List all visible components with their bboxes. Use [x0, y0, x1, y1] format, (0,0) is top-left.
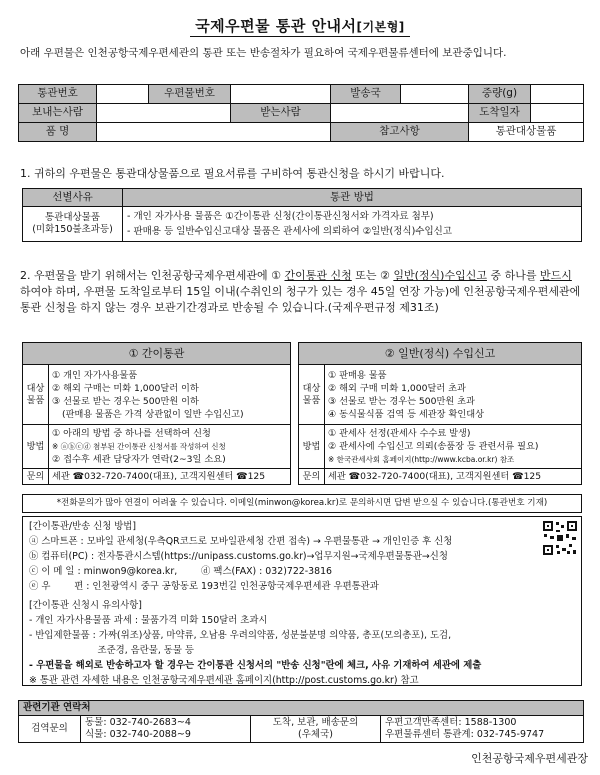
right-targets: [325, 365, 582, 425]
quarantine-label: 검역문의: [19, 716, 81, 743]
left-target-label: [23, 365, 49, 425]
s2-part-g: 하여야 하며, 우편물 도착일로부터 15일 이내(수취인의 청구가 있는 경우 45일 연장 가능)에 인천공항국제우편세관에 통관 신청을 하지 않는 경우 보관기간경과로 반송될 수 있습니다.(국제우편규정 제31조): [20, 285, 581, 314]
page-title: [0, 17, 600, 36]
value-recipient: [331, 104, 469, 123]
left-contact: 세관 ☎032-720-7400(대표), 고객지원센터 ☎125: [49, 469, 291, 485]
method-cell: [123, 207, 582, 242]
value-arrival-date: [531, 104, 584, 123]
caution-1: - 개인 자가사용물품 과세 : 물품가격 미화 150달러 초과시: [29, 615, 268, 626]
s2-part-c: 또는 ②: [351, 269, 394, 282]
method-line-1: - 개인 자가사용 물품은 ①간이통관 신청(간이통관신청서와 가격자료 첨부): [127, 211, 434, 223]
return-instruction: - 우편물을 해외로 반송하고자 할 경우는 간이통관 신청서의 "반송 신청"란에 체크, 사유 기재하여 세관에 제출: [29, 660, 482, 671]
right-target-4: ④ 동식물식품 검역 등 세관장 확인대상: [328, 408, 484, 420]
left-methods: [49, 425, 291, 469]
label-mail-number: 우편물번호: [149, 85, 231, 104]
method-line-2: - 판매용 등 일반수입신고대상 물품은 관세사에 의뢰하여 ②일반(정식)수입신고: [127, 226, 452, 238]
value-sender: [97, 104, 231, 123]
homepage-reference: ※ 통관 관련 자세한 내용은 인천공항국제우편세관 홈페이지(http://post.customs.go.kr) 참고: [29, 675, 419, 686]
label-recipient: 받는사람: [231, 104, 331, 123]
caution-3: 조준경, 음란물, 동물 등: [29, 645, 194, 656]
selection-table: [22, 188, 582, 242]
caution-2: - 반입제한물품 : 가짜(위조)상품, 마약류, 오남용 우려의약품, 성분불분명 의약품, 총포(모의총포), 도검,: [29, 630, 452, 641]
clearance-comparison-table: [22, 342, 582, 485]
value-mail-number: [231, 85, 331, 104]
s2-part-a: 2. 우편물을 받기 위해서는 인천공항국제우편세관에 ①: [20, 269, 285, 282]
right-target-label-1: 대상: [302, 383, 321, 394]
value-weight: [531, 85, 584, 104]
left-method-2: ※ ⓐⓑⓒⓓ 첨부된 간이통관 신청서를 작성하여 신청: [52, 442, 226, 451]
value-origin-country: [401, 85, 469, 104]
right-method-1: ① 관세사 선정(관세사 수수료 발생): [328, 428, 471, 439]
value-remarks: 통관대상물품: [469, 123, 584, 142]
related-agencies-table: [18, 700, 584, 743]
left-target-4: (판매용 물품은 가격 상관없이 일반 수입신고): [62, 408, 244, 420]
right-target-label-2: 물품: [302, 394, 321, 406]
value-customs-number: [97, 85, 149, 104]
gap: [291, 469, 299, 485]
section-2-text: [20, 268, 585, 316]
apply-mail: ⓔ 우 편 : 인천광역시 중구 공항동로 193번길 인천공항국제우편세관 우편통관과: [29, 581, 379, 592]
left-target-2: ② 해외 구매는 미화 1,000달러 이하: [52, 382, 199, 394]
apply-smartphone: ⓐ 스마트폰 : 모바일 관세청(우측QR코드로 모바일관세청 간편 접속) → 우편물통관 → 개인인증 후 신청: [29, 536, 453, 547]
post-office-label: [251, 716, 381, 743]
s2-simple-clearance: 간이통관 신청: [284, 269, 352, 282]
s2-must: 반드시: [539, 269, 572, 282]
right-contact-label: 문의: [299, 469, 325, 485]
s2-part-e: 중 하나를: [486, 269, 540, 282]
reason-line-1: 통관대상물품: [44, 212, 101, 224]
section-1-text: 1. 귀하의 우편물은 통관대상물품으로 필요서류를 구비하여 통관신청을 하시기 바랍니다.: [20, 167, 445, 180]
right-method-label: 방법: [299, 425, 325, 469]
label-weight: 중량(g): [469, 85, 531, 104]
header-method: 통관 방법: [123, 189, 582, 207]
right-target-3: ③ 선물로 받는 경우는 500만원 초과: [328, 395, 475, 407]
label-remarks: 참고사항: [331, 123, 469, 142]
left-method-3: ② 접수후 세관 담당자가 연락(2~3일 소요): [52, 454, 226, 465]
quarantine-contacts: [81, 716, 251, 743]
label-sender: 보내는사람: [19, 104, 97, 123]
apply-email-fax: ⓒ 이 메 일 : minwon9@korea.kr, ⓓ 팩스(FAX) : 032)722-3816: [29, 566, 332, 577]
apply-title: [간이통관/반송 신청 방법]: [29, 521, 136, 532]
right-target-1: ① 판매용 물품: [328, 369, 387, 381]
s2-formal-declaration: 일반(정식)수입신고: [393, 269, 487, 282]
apply-pc: ⓑ 컴퓨터(PC) : 전자통관시스템(https://unipass.customs.go.kr)→업무지원→국제우편물통관→신청: [29, 551, 448, 562]
right-contact: 세관 ☎032-720-7400(대표), 고객지원센터 ☎125: [325, 469, 582, 485]
label-customs-number: 통관번호: [19, 85, 97, 104]
title-main: 국제우편물 통관 안내서: [195, 17, 357, 35]
gap: [291, 425, 299, 469]
left-target-label-1: 대상: [26, 383, 45, 394]
value-item-name: [97, 123, 331, 142]
caution-title: [간이통관 신청시 유의사항]: [29, 600, 142, 611]
left-method-1: ① 아래의 방법 중 하나를 선택하여 신청: [52, 428, 211, 439]
label-origin-country: 발송국: [331, 85, 401, 104]
reason-cell: [23, 207, 123, 242]
application-methods-box: [22, 516, 582, 686]
gap: [291, 343, 299, 365]
plant-quarantine-phone: 식물: 032-740-2088~9: [85, 728, 191, 740]
header-reason: 선별사유: [23, 189, 123, 207]
title-underline: [190, 36, 410, 37]
left-method-label: 방법: [23, 425, 49, 469]
left-contact-label: 문의: [23, 469, 49, 485]
logistics-center-phone: 우편물류센터 통관계: 032-745-9747: [385, 728, 545, 740]
issuer-signature: 인천공항국제우편세관장: [471, 752, 588, 765]
animal-quarantine-phone: 동물: 032-740-2683~4: [85, 717, 191, 728]
label-item-name: 품 명: [19, 123, 97, 142]
qr-code-icon[interactable]: [542, 520, 578, 556]
intro-text: 아래 우편물은 인천공항국제우편세관의 통관 또는 반송절차가 필요하여 국제우편물류센터에 보관중입니다.: [20, 47, 507, 59]
phone-notice: *전화문의가 많아 연결이 어려울 수 있습니다. 이메일(minwon@korea.kr)로 문의하시면 답변 받으실 수 있습니다.(통관번호 기재): [22, 494, 582, 513]
gap: [291, 365, 299, 425]
right-methods: [325, 425, 582, 469]
left-target-label-2: 물품: [26, 394, 45, 406]
simple-clearance-header: ① 간이통관: [23, 343, 291, 365]
right-target-2: ② 해외 구매 미화 1,000달러 초과: [328, 382, 466, 394]
title-sub: [기본형]: [356, 20, 405, 34]
label-arrival-date: 도착일자: [469, 104, 531, 123]
left-targets: [49, 365, 291, 425]
postal-customer-center: 우편고객만족센터: 1588-1300: [385, 717, 517, 728]
post-office-label-1: 도착, 보관, 배송문의: [272, 717, 359, 728]
right-method-2: ② 관세사에 수입신고 의뢰(송품장 등 관련서류 필요): [328, 441, 539, 452]
parcel-info-table: [18, 84, 584, 142]
formal-declaration-header: ② 일반(정식) 수입신고: [299, 343, 582, 365]
post-office-label-2: (우체국): [298, 728, 333, 740]
left-target-1: ① 개인 자가사용물품: [52, 369, 138, 381]
right-target-label: [299, 365, 325, 425]
post-office-contacts: [381, 716, 584, 743]
agencies-title: 관련기관 연락처: [19, 701, 584, 716]
right-method-3: ※ 한국관세사회 홈페이지(http://www.kcba.or.kr) 참조: [328, 455, 515, 464]
left-target-3: ③ 선물로 받는 경우는 500만원 이하: [52, 395, 199, 407]
reason-line-2: (미화150불초과등): [32, 224, 113, 236]
